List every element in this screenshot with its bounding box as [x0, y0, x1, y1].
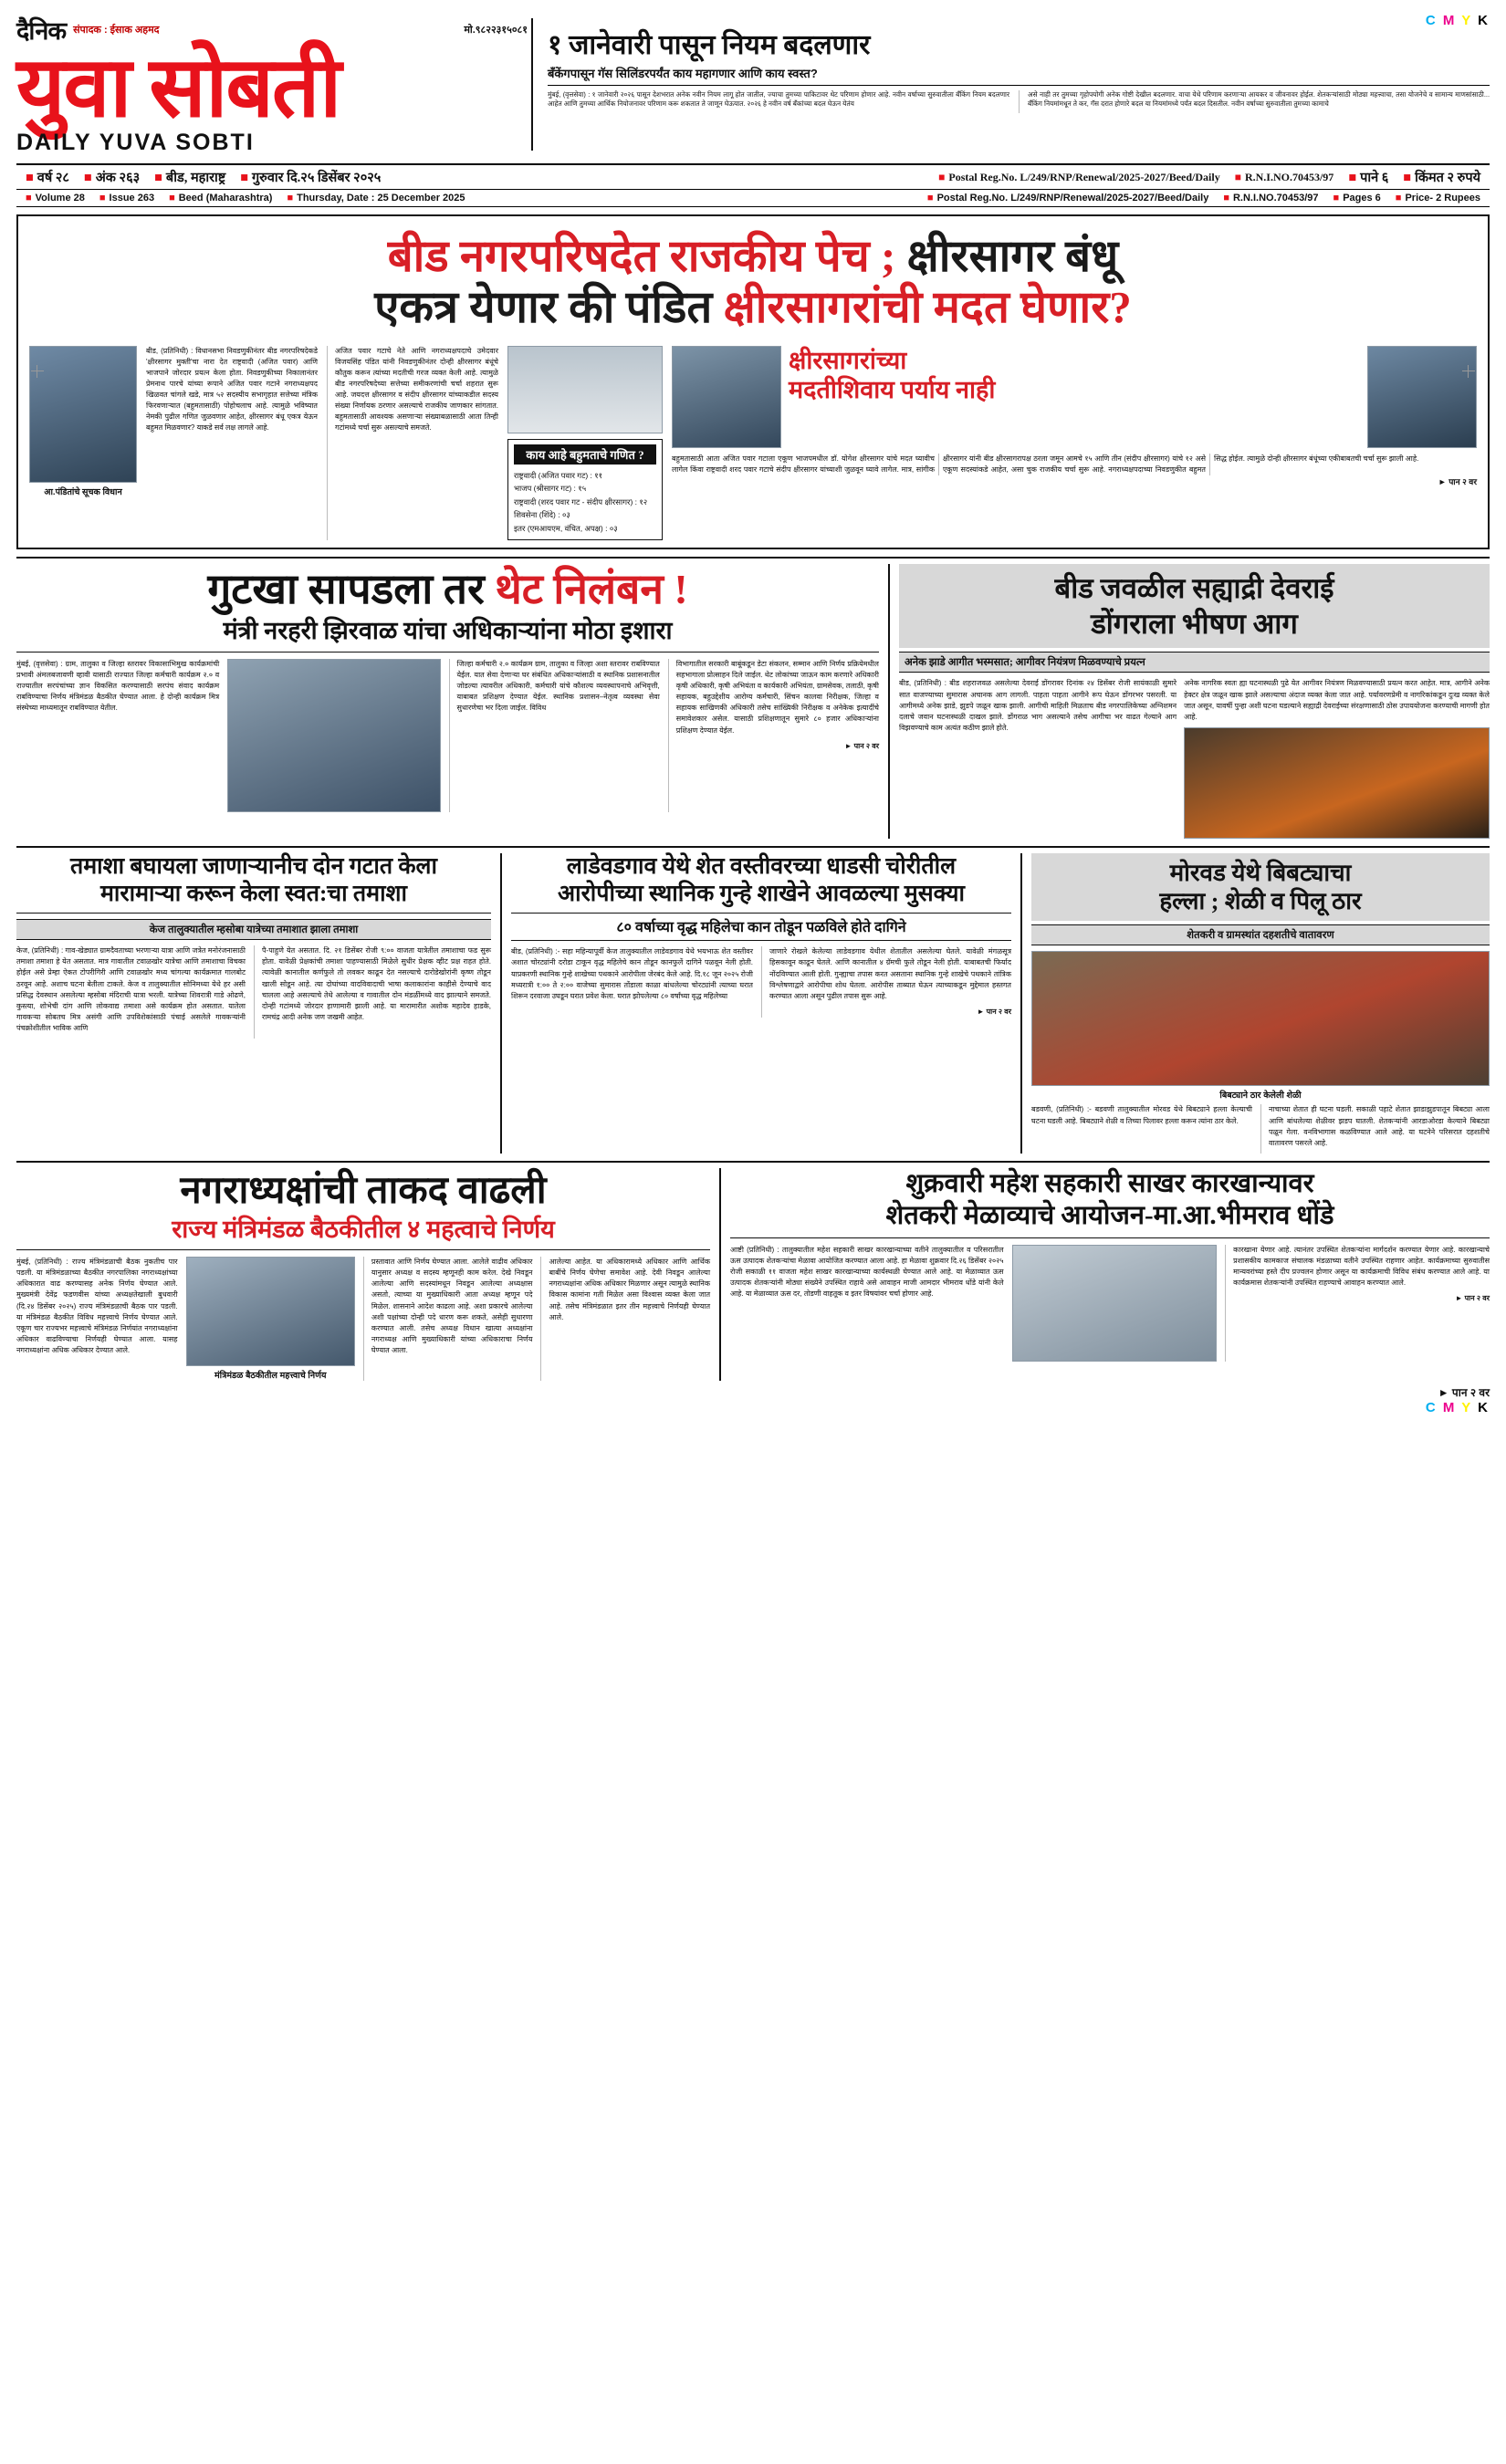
sugar-photo-wrap	[1012, 1245, 1218, 1362]
section-gutkha-fire	[16, 564, 1490, 839]
majority-math-box	[507, 439, 663, 540]
morwad-col2-text: नाचाच्या शेतात ही घटना घडली. सकाळी पहाटे शेतात झाडाझुडपातून बिबट्या आला आणि बांधलेल्या शेळीवर झडप घातली. शेतकऱ्यांनी आरडाओरडा केल्याने बिबट्या पळून गेला. वनविभागास कळविण्यात आले आहे. या घटनेने परिसरात दहशतीचे वातावरण पसरले आहे.	[1269, 1105, 1490, 1147]
morwad-photo-caption: बिबट्याने ठार केलेली शेळी	[1219, 1091, 1302, 1101]
postal-en: ■ Postal Reg.No. L/249/RNP/Renewal/2025-2027/Beed/Daily	[926, 193, 1209, 204]
section-bottom	[16, 1168, 1490, 1381]
lead-headline-1a: बीड नगरपरिषदेत राजकीय पेच ;	[387, 231, 896, 282]
gutkha-col1	[16, 659, 219, 812]
lead-kshirsagar-paragraph: बहुमतासाठी आता अजित पवार गटाला एकूण भाजपमधील डॉ. योगेश क्षीरसागर यांचे मदत घ्यावीच लागेल किंवा राष्ट्रवादी शरद पवार गटाचे संदीप क्षीरसागर यांच्याशी जुळवून घ्यावे लागेल. मात्र, सांगीक क्षीरसागर यांनी बीड क्षीरसागरापक्ष ठरला जमून आमचे १५ आणि तीन (संदीप क्षीरसागर) यांचे १२ असे एकूण सदस्यांकडे आहेत, असा चुक राजकीय चर्चा सुरू आहे. नगराध्यक्षपदाच्या निवडणुकीत बहुमत सिद्ध होईल. त्यामुळे दोन्ही क्षीरसागर बंधूंच्या एकीबाबतची चर्चा सुरू झाली आहे.	[672, 454, 1419, 474]
pages-en: ■ Pages 6	[1333, 193, 1381, 204]
gutkha-photo-minister	[227, 659, 440, 812]
gutkha-col3	[668, 659, 879, 812]
majority-item: राष्ट्रवादी (शरद पवार गट - संदीप क्षीरसागर) : १२	[514, 496, 648, 506]
place-en: ■ Beed (Maharashtra)	[169, 193, 273, 204]
gutkha-readmore[interactable]: ► पान २ वर	[844, 741, 879, 750]
info-bar-marathi	[16, 165, 1490, 189]
sugar-photo-factory	[1012, 1245, 1218, 1362]
lead-story	[16, 214, 1490, 549]
ladewadgaon-col2-text: जाणारे रोखले केलेल्या लाडेवडगाव येथील शेतातील असलेल्या घेतले. यावेळी मंगळसूत्र हिसकावून काढून घेतले. आणि कानातील ४ ग्रॅमची फुले तोडून नेली होती. याबाबतची फिर्याद नोंदविण्यात आली होती. गुन्ह्याचा तपास करत असताना स्थानिक गुन्हे शाखेचे पथकाने तांत्रिक विश्लेषणाद्वारे आरोपीचा शोध घेतला. आरोपीस ताब्यात घेऊन त्याच्याकडून मुद्देमाल हस्तगत करण्यात आला असून पुढील तपास सुरू आहे.	[769, 947, 1011, 1000]
nagaradhyaksh-col3	[540, 1257, 710, 1381]
lead-headline-2a: एकत्र येणार की पंडित	[374, 282, 724, 333]
cmyk-marks-bottom	[16, 1400, 1490, 1415]
fire-strap: अनेक झाडे आगीत भस्मसात; आगीवर नियंत्रण मिळवण्याचे प्रयत्न	[899, 652, 1490, 673]
tamasha-article	[16, 853, 491, 1154]
nagaradhyaksh-headline: नगराध्यक्षांची ताकद वाढली	[180, 1170, 547, 1213]
majority-math-list	[514, 469, 656, 535]
masthead-editor: संपादक : ईसाक अहमद	[73, 25, 160, 36]
morwad-article	[1020, 853, 1490, 1154]
top-story-col2	[1019, 90, 1490, 113]
cmyk-c: C	[1425, 13, 1438, 28]
lead-readmore[interactable]: ► पान २ वर	[1438, 476, 1477, 486]
morwad-headline-l2: हल्ला ; शेळी व पिलू ठार	[1031, 887, 1490, 921]
info-bar	[16, 163, 1490, 207]
kshirsagar-title-l1: क्षीरसागरांच्या	[789, 346, 907, 374]
fire-headline-l1: बीड जवळील सह्याद्री देवराई	[899, 564, 1490, 607]
top-story-subhead: बँकेंगपासून गॅस सिलिंडरपर्यंत काय महागणार आणि काय स्वस्त?	[548, 65, 1490, 86]
fire-headline-l2: डोंगराला भीषण आग	[899, 607, 1490, 648]
fire-col1-text: बीड, (प्रतिनिधी) : बीड शहराजवळ असलेल्या देवराई डोंगरावर दिनांक २४ डिसेंबर रोजी सायंकाळी सुमारे सात वाजण्याच्या सुमारास अचानक आग लागली. पाहता पाहता आगीने रूप घेऊन डोंगरभर पसरली. या आगीमध्ये अनेक झाडे, झुडपे जळून खाक झाली. आगीची माहिती मिळताच बीड नगरपालिकेच्या अग्निशमन दलाचे जवान घटनास्थळी दाखल झाले. डोंगराळ भाग असल्याने तसेच आगीचा भर वाढत गेल्याने आग विझवण्याचे काम अत्यंत कठीण झाले होते.	[899, 679, 1177, 733]
top-story-headline: १ जानेवारी पासून नियम बदलणार	[548, 30, 871, 60]
lead-photo-left-wrap	[29, 346, 137, 540]
masthead	[16, 13, 1490, 156]
date-en: ■ Thursday, Date : 25 December 2025	[287, 193, 465, 204]
gutkha-col3-text: विभागातील सरकारी बाबूंकडून डेटा संकलन, सम्मान आणि निर्णय प्रक्रियेमधील सहभागाला प्रोत्साहन दिले जाईल. थेट लोकांच्या जाऊन काम करणारे अधिकारी कृषी अधिकारी, कृषी अभियंता व कार्यकारी अभियंता, ग्रामसेवक, तलाठी, कृषी सहायक, बहुउद्देशीय आरोग्य कर्मचारी, सिंचन कालवा निरीक्षक, जिल्हा व सहायक साखिणकी अधिकारी तसेच सांख्यिकी निरीक्षक व अनेकेक इत्यादींचे समावेशकार असेल. यासाठी प्रशिक्षणातून सुमारे ८० हजार अधिकाऱ्यांना प्रशिक्षण देण्यात येईल.	[675, 659, 879, 735]
nagaradhyaksh-photo-wrap	[186, 1257, 355, 1381]
majority-item: इतर (एमआयएम, वंचित, अपक्ष) : ०३	[514, 523, 618, 533]
ladewadgaon-headline-l2: आरोपीच्या स्थानिक गुन्हे शाखेने आवळल्या मुसक्या	[511, 881, 1011, 914]
morwad-headline-l1: मोरवड येथे बिबट्याचा	[1031, 853, 1490, 887]
majority-item: शिवसेना (शिंदे) : ०३	[514, 510, 570, 520]
price-mr: ■ किंमत २ रुपये	[1403, 171, 1480, 186]
ladewadgaon-col1-text: बीड, (प्रतिनिधी) :- सहा महिन्यापूर्वी केज तालुक्यातील लाडेवडगाव येथे भयभाऊ शेत वस्तीवर अशात चोरट्यांनी दरोडा टाकून वृद्ध महिलेचे कान तोडून कानफुलें दागिने पळवून नेली होती. याप्रकरणी स्थानिक गुन्हे शाखेच्या पथकाने आरोपीला जेरबंद केले आहे. दि.१८ जून २०२५ रोजी मध्यरात्री १:०० ते २:०० वाजेच्या सुमारास तोंडाला काळा बांधलेल्या चोरट्यांनी त्याच्या घरात शिरून दरवाजा उघडून घरात प्रवेश केला. घरात झोपलेल्या ८० वर्षांच्या वृद्ध महिलेच्या	[511, 947, 753, 1000]
nagaradhyaksh-col1-text: मुंबई, (प्रतिनिधी) : राज्य मंत्रिमंडळाची बैठक नुकतीच पार पडली. या मंत्रिमंडळाच्या बैठकीत नगरपालिका नगराध्यक्षांच्या अधिकारात वाढ करण्यासह अनेक निर्णय घेण्यात आले. मुख्यमंत्री देवेंद्र फडणवीस यांच्या अध्यक्षतेखाली बुधवारी (दि.२४ डिसेंबर २०२५) राज्य मंत्रिमंडळाची बैठक पार पडली. या मंत्रिमंडळ बैठकीत विविध महत्त्वाचे निर्णय घेण्यात आले. एकूण चार राज्यभर महत्त्वाचे मंत्रिमंडळ निर्णयांत नगराध्यक्षांना अधिकार वाढविण्याचा निर्णयही घेण्यात आला. यासह नगराध्यक्षांना अधिक अधिकार देण्यात आले.	[16, 1257, 178, 1355]
tamasha-col2	[254, 945, 491, 1039]
sugar-headline-l2: शेतकरी मेळाव्याचे आयोजन-मा.आ.भीमराव धोंडे	[730, 1200, 1490, 1238]
lead-kshirsagar-text	[672, 454, 1477, 475]
morwad-col2	[1260, 1104, 1490, 1154]
crop-mark-right	[1462, 365, 1475, 378]
sugar-col2-text: कारखाना येणार आहे. त्यानंतर उपस्थित शेतकऱ्यांना मार्गदर्शन करण्यात येणार आहे. कारखान्याचे प्रशासकीय कामकाज संचालक मंडळाच्या वतीने उपस्थित राहणार आहेत. कार्यक्रमाच्या सुरुवातीस मान्यवरांच्या हस्ते दीप प्रज्वलन होणार असून या कार्यक्रमाची विविध संबंध करण्यात आले आहे. या कार्यक्रमास शेतकऱ्यांनी उपस्थित राहण्याचे आवाहन करण्यात आले.	[1233, 1245, 1490, 1288]
sugar-headline-l1: शुक्रवारी महेश सहकारी साखर कारखान्यावर	[905, 1169, 1314, 1199]
ladewadgaon-col1	[511, 946, 753, 1018]
footer-readmore[interactable]: ► पान २ वर	[1438, 1385, 1490, 1399]
cmyk-marks-top	[548, 13, 1490, 28]
morwad-photo-goat	[1031, 951, 1490, 1086]
cmyk-c-bottom: C	[1425, 1399, 1438, 1415]
date-mr: ■ गुरुवार दि.२५ डिसेंबर २०२५	[240, 171, 382, 186]
sugar-col1-text: आष्टी (प्रतिनिधी) : तालुक्यातील महेश सहकारी साखर कारखान्याच्या वतीने तालुक्यातील व परिसरातील ऊस उत्पादक शेतकऱ्यांचा मेळावा आयोजित करण्यात आला आहे. हा मेळावा शुक्रवार दि.२६ डिसेंबर २०२५ रोजी सकाळी ११ वाजता महेश साखर कारखान्याच्या कार्यस्थळी घेण्यात आले आहे. या मेळाव्यात ऊस उत्पादक शेतकऱ्यांनी मोठ्या संख्येने उपस्थित राहावे असे आवाहन माजी आमदार भीमराव धोंडे यांनी केले आहे. या मेळाव्यात ऊस दर, तोडणी वाहतूक व इतर विषयांवर चर्चा होणार आहे.	[730, 1245, 1004, 1299]
gutkha-col1-text: मुंबई, (वृत्तसेवा) : ग्राम, तालुका व जिल्हा स्तरावर विकासाभिमुख कार्यक्रमांची प्रभावी अंमलबजावणी व्हावी यासाठी राज्यात जिल्हा कर्मचारी कार्यक्रम २.० व राज्यातील सरपंचांच्या ज्ञान विकसित करण्यासाठी सरपंच संवाद कार्यक्रम राबविण्याचा निर्णय मंत्रिमंडळ बैठकीत घेण्यात आला. हे दोन्ही कार्यक्रम मित्र संस्थेच्या माध्यमातून राबविण्यात येतील.	[16, 659, 220, 713]
lead-right-block	[672, 346, 1477, 540]
fire-col1	[899, 678, 1177, 839]
nagaradhyaksh-photo-caption: मंत्रिमंडळ बैठकीतील महत्त्वाचे निर्णय	[214, 1370, 327, 1381]
fire-col2-text: अनेक नागरिक स्वतः ह्या घटनास्थळी पुढे येत आगीवर नियंत्रण मिळवण्यासाठी प्रयत्न करत आहेत. मात्र, आगीने अनेक हेक्टर क्षेत्र जळून खाक झाले असल्याचा अंदाज व्यक्त केला जात आहे. पर्यावरणप्रेमी व नागरिकांकडून दुःख व्यक्त केले जात असून, यावर्षी पुन्हा अशी घटना घडल्याने सह्याद्री देवराईच्या संरक्षणासाठी ठोस उपाययोजना करण्याची मागणी होत आहे.	[1184, 679, 1490, 721]
kshirsagar-title-l2: मदतीशिवाय पर्याय नाही	[789, 376, 996, 404]
masthead-dainik: दैनिक	[16, 17, 67, 45]
rni-en: ■ R.N.I.NO.70453/97	[1223, 193, 1319, 204]
top-story-col2-text: असे नाही तर तुमच्या गृहोपयोगी अनेक गोष्टी देखील बदलणार. वाचा येथे परिणाम करणाऱ्या आयकर व जीवनावर होईल. शेतकऱ्यांसाठी मोठ्या महत्त्वाचा, तसा योजनेचे व सामान्य माणसांसाठी... बँकिंग नियमांमधून ते कर, गॅस दरात होणारे बदल या नियमांमध्ये पर्यंत बदल दिसतील. नवीन वर्षाच्या सुरुवातीला तुमच्या कामाचे	[1028, 89, 1490, 109]
lead-col2-text: अजित पवार गटाचे नेते आणि नगराध्यक्षपदाचे उमेदवार विजयसिंह पंडित यांनी निवडणुकीनंतर दोन्ही क्षीरसागर बंधूंचे कौतुक करून त्यांच्या मदतीची गरज व्यक्त केली आहे. त्यामुळे बीड नगरपरिषदेच्या सत्तेच्या समीकरणांची चर्चा शहरात सुरू आहे. जयदत्त क्षीरसागर व संदीप क्षीरसागर यांच्याकडील सदस्य संख्या निर्णायक ठरणार असल्याचे राजकीय जाणकार सांगतात. बहुमतासाठी आवश्यक असणाऱ्या संख्याबळासाठी आता तिन्ही गटांमध्ये चर्चा सुरू असल्याचे समजते.	[335, 346, 498, 432]
crop-mark-left	[31, 365, 44, 378]
top-story-col1	[548, 90, 1009, 113]
ladewadgaon-headline-l1: लाडेवडगाव येथे शेत वस्तीवरच्या धाडसी चोरीतील	[566, 854, 957, 880]
sugar-col1	[730, 1245, 1004, 1362]
sugar-readmore[interactable]: ► पान २ वर	[1455, 1294, 1490, 1303]
cmyk-k: K	[1478, 13, 1490, 28]
lead-photo-left-caption: आ.पंडितांचे सूचक विधान	[44, 486, 122, 497]
ladewadgaon-strap: ८० वर्षाच्या वृद्ध महिलेचा कान तोडून पळविले होते दागिने	[511, 919, 1011, 941]
nagaradhyaksh-col1	[16, 1257, 178, 1381]
lead-photo-nagarparishad-building	[507, 346, 663, 433]
lead-middle-block	[507, 346, 663, 540]
lead-photo-pandit	[29, 346, 137, 483]
lead-headline-1b: क्षीरसागर बंधू	[895, 231, 1119, 282]
fire-col2	[1184, 678, 1490, 723]
lead-photo-yogesh-kshirsagar	[1367, 346, 1477, 448]
issue-mr: ■ अंक २६३	[83, 171, 141, 186]
ladewadgaon-article	[500, 853, 1011, 1154]
lead-headline-line2	[29, 280, 1477, 335]
price-en: ■ Price- 2 Rupees	[1395, 193, 1480, 204]
gutkha-photo-wrap	[227, 659, 440, 812]
cmyk-k-bottom: K	[1478, 1399, 1490, 1415]
ladewadgaon-col2	[761, 946, 1011, 1018]
nagaradhyaksh-col3-text: आलेल्या आहेत. या अधिकारामध्ये अधिकार आणि आर्थिक बाबींचे निर्णय घेणेचा समावेश आहे. देवी निवडून आलेल्या नगराध्यक्षांना अधिक अधिकार मिळणार असून त्यामुळे स्थानिक विकास कामांना गती मिळेल असा विश्वास व्यक्त केला जात आहे. तसेच मंत्रिमंडळात इतर तीन महत्त्वाचे निर्णयही घेण्यात आले.	[549, 1257, 711, 1321]
gutkha-subhead: मंत्री नरहरी झिरवाळ यांचा अधिकाऱ्यांना मोठा इशारा	[16, 616, 879, 652]
sugar-col2	[1225, 1245, 1490, 1362]
lead-photo-sandeep-kshirsagar	[672, 346, 781, 448]
lead-headline-line1	[29, 229, 1477, 284]
pages-mr: ■ पाने ६	[1348, 171, 1389, 186]
gutkha-col2-text: जिल्हा कर्मचारी २.० कार्यक्रम ग्राम, तालुका व जिल्हा अशा स्तरावर राबविण्यात येईल. यात सेवा देणाऱ्या घर संबंधित अधिकाऱ्यांसाठी व स्थानिक प्रशासनातील जोडल्या त्यावरील अधिकारी, कर्मचारी यांचे कौशल्य व्यवस्थापनाचे अभिवृत्ती, याबाबत प्रशिक्षण देण्यात येईल. स्थानिक प्रशासन–नेतृत्व व्यवस्था सेवा सुधारणेचा भर दिला जाईल. विविध	[456, 659, 660, 713]
volume-en: ■ Volume 28	[26, 193, 85, 204]
masthead-logo-block	[16, 13, 528, 156]
issue-en: ■ Issue 263	[99, 193, 155, 204]
majority-math-title: काय आहे बहुमताचे गणित ?	[514, 444, 656, 465]
tamasha-col2-text: पै-पाहुणे येत असतात. दि. २१ डिसेंबर रोजी ९:०० वाजता यात्रेतील तमाशाचा फड सुरू होता. यावेळी प्रेक्षकांची तमाशा पाहण्यासाठी मिळेले सुधीर प्रेक्षक व्हीट प्रक्ष राहत होते. त्यावेळी कानातील कर्णफुले तो लवकर काढून देत नसल्याचे दारोडेखोरांनी कृष्ण तोडून खाली सोडून आहे. त्या दोघांच्या वादविवादाची भाषा कलाकारांना काहीसे देण्याचे वाद चालला आहे असल्याचे तेथे आलेल्या व गावातील दोन मंडळींमध्ये वाद झाल्याने समजते. दोन्ही गटांमध्ये जोरदार हाणामारी झाली आहे. या मारामारीत अशोक महादेव हाडके, रामचंद्र आदी अनेक जण जखमी आहेत.	[262, 946, 491, 1022]
rni-mr: ■ R.N.I.NO.70453/97	[1234, 170, 1334, 183]
footer-bar	[16, 1384, 1490, 1400]
morwad-col1-text: बडवणी, (प्रतिनिधी) :- बडवणी तालुक्यातील मोरवड येथे बिबट्याने हल्ला केल्याची घटना घडली आहे. बिबट्याने शेळी व तिच्या पिलावर हल्ला करून त्यांना ठार केले.	[1031, 1105, 1252, 1125]
tamasha-col1-text: केज, (प्रतिनिधी) : गाव-खेड्यात ग्रामदैवताच्या भरणाऱ्या यात्रा आणि जत्रेत मनोरंजनासाठी तमाशा तमाशा हे येत असतात. मात्र गावातील टवाळखोर यात्रेचा आणि तमाशाचा विचका होईल असे प्रेम्हा ऐकत टोपरीगिरी आणि टवाळखोर मध्य चांगल्या कार्यक्रमात गालबोट ठरवून आहे. अशाच घटना बेतीला टाकले. केज व तालुक्यातील सोनिमध्या येथे हर असी प्रसिद्ध देवस्थान असलेल्या म्हसोबा मंदिराची यात्रा भरली. यात्रेच्या शिवरात्री गाडे ओढणे, कुस्त्या, शोभेची दांग आणि लोकवाद्य तमाशा असे कार्यक्रम होत असतात. यातेला गावकऱ्या सोबतच मित्र असंगी आणि उपविशेकांसाठी पंचाई असलेले गावकऱ्यांनी पंचक्रोशीतील भाविक आणि	[16, 946, 246, 1033]
gutkha-col2	[449, 659, 660, 812]
majority-item: भाजप (श्रीसागर गट) : १५	[514, 484, 587, 494]
gutkha-headline-b: थेट निलंबन !	[495, 566, 688, 613]
cmyk-y-bottom: Y	[1461, 1399, 1472, 1415]
masthead-title: युवा सोबती	[16, 41, 340, 134]
fire-right	[1184, 678, 1490, 839]
section-three-col	[16, 853, 1490, 1154]
top-story-col1-text: मुंबई, (वृत्तसेवा) : १ जानेवारी २०२६ पासून देशभरात अनेक नवीन नियम लागू होत जातील, ज्याचा तुमच्या पाकिटावर थेट परिणाम होणार आहे. नवीन वर्षाच्या सुरुवातीला बँकिंग नियम बदलणार आहेत आणि तुमच्या आर्थिक नियोजनावर परिणाम करू शकतात ते जाणून घेऊयात. २०२६ हे नवीन वर्ष बँकांच्या बदल घेऊन येतंय	[548, 89, 1009, 109]
lead-col1	[146, 346, 318, 540]
nagaradhyaksh-col2	[363, 1257, 533, 1381]
gutkha-headline-a: गुटखा सापडला तर	[207, 566, 496, 613]
nagaradhyaksh-article	[16, 1168, 710, 1381]
gutkha-article	[16, 564, 879, 839]
morwad-col1	[1031, 1104, 1252, 1154]
tamasha-headline-l1: तमाशा बघायला जाणाऱ्यानीच दोन गटात केला	[69, 854, 437, 880]
nagaradhyaksh-subhead: राज्य मंत्रिमंडळ बैठकीतील ४ महत्वाचे निर्णय	[16, 1215, 710, 1250]
gutkha-headline	[16, 564, 879, 614]
majority-item: राष्ट्रवादी (अजित पवार गट) : ११	[514, 470, 603, 480]
lead-col1-text: बीड, (प्रतिनिधी) : विधानसभा निवडणुकीनंतर बीड नगरपरिषदेकडे 'क्षीरसागर मुक्ती'चा नारा देत राष्ट्रवादी (अजित पवार) आणि भाजपाने जोरदार प्रयत्न केला होता. निवडणुकीच्या निकालानंतर प्रेमनाथ पारचे यांच्या रूपाने अजित पवार गटाने नगराध्यक्षपद खिळवत चांगले खडे, मात्र ५२ सदस्यीय सभागृहात सत्तेच्या मंत्रिक फिरवणाऱ्यात (बहुमतासाठी) पोहोचलाच आहे. त्यामुळे भविष्यात नेमकी पुढील गणित जुळवणार आहेत, क्षीरसागर बंधू एकत्र येऊन बहुमत मिळवणार? याकडे सर्व लक्ष लागले आहे.	[146, 346, 318, 432]
info-bar-english	[16, 189, 1490, 206]
masthead-mobile: मो.९८२२३१५०८१	[464, 25, 528, 36]
nagaradhyaksh-col2-text: प्रस्तावात आणि निर्णय घेण्यात आला. आलेले वाढीव अधिकार यानुसार अध्यक्ष व सदस्य म्हणूनही काम करेल. देखे निवडून आलेल्या आणि सदस्यांमधून निवडून आलेल्या अध्यक्षास असतो, त्याच्या या मुख्याधिकारी आता अध्यक्ष म्हणून पदे मिळेल. शासनाने आदेश काढला आहे. अशा प्रकारचे आलेल्या अशी पक्षांच्या दोन्ही पदे धारण करू शकते, असेही सुधारणा करण्यात आली. तसेच अध्यक्ष विधान खात्या अध्यक्षांना नगराध्यक्ष आणि मुख्याधिकारी यांच्या अधिकाराचा निर्णय घेण्यात आला.	[371, 1257, 533, 1355]
gutkha-columns	[16, 659, 879, 812]
cmyk-m: M	[1442, 13, 1457, 28]
cmyk-y: Y	[1461, 13, 1472, 28]
tamasha-strap: केज तालुक्यातील म्हसोबा यात्रेच्या तमाशात झाला तमाशा	[16, 919, 491, 940]
nagaradhyaksh-photo-cabinet	[186, 1257, 355, 1366]
volume-mr: ■ वर्ष २८	[26, 171, 69, 186]
lead-col2	[327, 346, 498, 540]
postal-mr: ■ Postal Reg.No. L/249/RNP/Renewal/2025-2027/Beed/Daily	[938, 170, 1220, 183]
tamasha-headline-l2: मारामाऱ्या करून केला स्वत:चा तमाशा	[16, 881, 491, 914]
lead-headline-2b: क्षीरसागरांची मदत घेणार?	[723, 282, 1132, 333]
ladewadgaon-readmore[interactable]: ► पान २ वर	[977, 1008, 1011, 1017]
cmyk-m-bottom: M	[1442, 1399, 1457, 1415]
masthead-subtitle: DAILY YUVA SOBTI	[16, 130, 255, 156]
fire-article	[888, 564, 1490, 839]
fire-photo-hill-fire	[1184, 727, 1490, 839]
place-mr: ■ बीड, महाराष्ट्र	[154, 171, 226, 186]
sugar-article	[719, 1168, 1490, 1381]
tamasha-col1	[16, 945, 246, 1039]
morwad-strap: शेतकरी व ग्रामस्थांत दहशतीचे वातावरण	[1031, 924, 1490, 945]
top-story	[537, 13, 1490, 113]
